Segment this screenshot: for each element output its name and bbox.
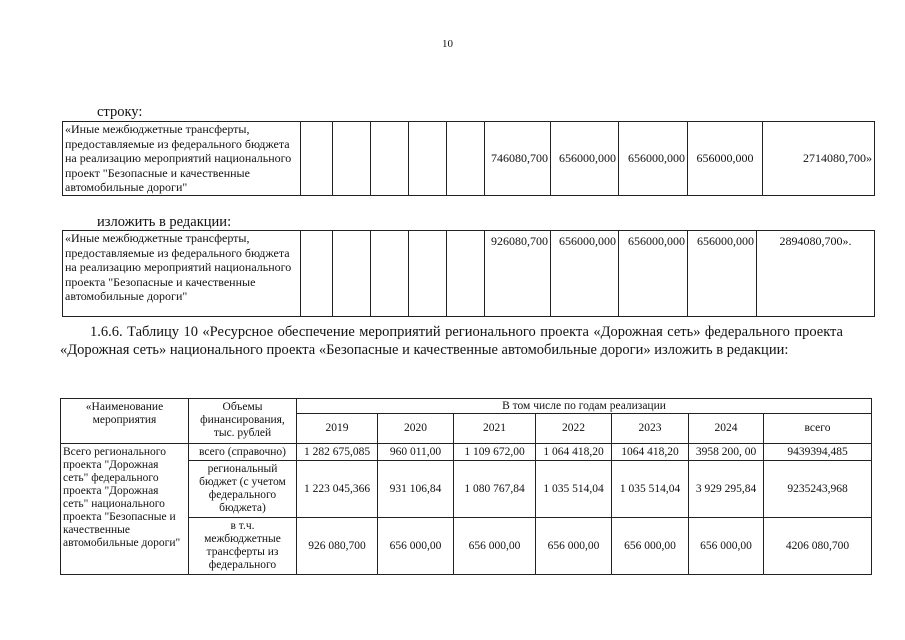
- value-cell: 1 035 514,04: [536, 461, 612, 518]
- empty-cell: [371, 122, 409, 196]
- value-cell: 656 000,00: [612, 518, 689, 575]
- empty-cell: [447, 122, 485, 196]
- row-label: в т.ч. межбюджетные трансферты из федерального: [189, 518, 297, 575]
- value-cell: 1 109 672,00: [454, 444, 536, 461]
- empty-cell: [301, 231, 333, 317]
- table-row-before: [62, 121, 875, 196]
- value-cell: 656000,000: [619, 122, 688, 196]
- empty-cell: [333, 231, 371, 317]
- header-volumes: Объемы финансирования, тыс. рублей: [189, 399, 297, 444]
- empty-cell: [447, 231, 485, 317]
- paragraph-1-6-6: [60, 324, 843, 359]
- total-cell: 9235243,968: [764, 461, 872, 518]
- total-cell: 2714080,700»: [763, 122, 875, 196]
- header-year: 2022: [536, 414, 612, 444]
- value-cell: 656 000,00: [378, 518, 454, 575]
- empty-cell: [409, 122, 447, 196]
- header-years-group: В том числе по годам реализации: [297, 399, 872, 414]
- value-cell: 1 064 418,20: [536, 444, 612, 461]
- row-name-cell: «Иные межбюджетные трансферты, предоставляемые из федерального бюджета на реализацию мероприятий национального проект "Безопасные и качественные автомобильные дороги": [63, 122, 301, 196]
- table-row: [61, 444, 872, 461]
- row-name-cell: Всего регионального проекта "Дорожная сеть" федерального проекта "Дорожная сеть" национального проекта "Безопасные и качественные автомобильные дороги": [61, 444, 189, 575]
- header-year: 2024: [689, 414, 764, 444]
- value-cell: 656000,000: [551, 122, 619, 196]
- value-cell: 656 000,00: [536, 518, 612, 575]
- value-cell: 931 106,84: [378, 461, 454, 518]
- empty-cell: [301, 122, 333, 196]
- value-cell: 3 929 295,84: [689, 461, 764, 518]
- empty-cell: [409, 231, 447, 317]
- value-cell: 656000,000: [688, 122, 763, 196]
- value-cell: 1 223 045,366: [297, 461, 378, 518]
- row-label: региональный бюджет (с учетом федерального бюджета): [189, 461, 297, 518]
- empty-cell: [333, 122, 371, 196]
- empty-cell: [371, 231, 409, 317]
- value-cell: 3958 200, 00: [689, 444, 764, 461]
- value-cell: 926080,700: [485, 231, 551, 317]
- value-cell: 1064 418,20: [612, 444, 689, 461]
- total-cell: 4206 080,700: [764, 518, 872, 575]
- row-name-cell: «Иные межбюджетные трансферты, предоставляемые из федерального бюджета на реализацию мероприятий национального проекта "Безопасные и качественные автомобильные дороги": [63, 231, 301, 317]
- replace-from-label: строку:: [97, 104, 143, 120]
- value-cell: 656 000,00: [454, 518, 536, 575]
- page-number: 10: [442, 38, 453, 50]
- header-year: 2021: [454, 414, 536, 444]
- header-name: «Наименование мероприятия: [61, 399, 189, 444]
- replace-to-label: изложить в редакции:: [97, 214, 232, 230]
- total-cell: 9439394,485: [764, 444, 872, 461]
- value-cell: 926 080,700: [297, 518, 378, 575]
- value-cell: 1 282 675,085: [297, 444, 378, 461]
- header-year: 2020: [378, 414, 454, 444]
- header-total: всего: [764, 414, 872, 444]
- header-year: 2023: [612, 414, 689, 444]
- header-year: 2019: [297, 414, 378, 444]
- table-10: [60, 398, 872, 575]
- table-row: [63, 231, 875, 317]
- table-header-row: [61, 399, 872, 414]
- row-label: всего (справочно): [189, 444, 297, 461]
- value-cell: 656 000,00: [689, 518, 764, 575]
- value-cell: 656000,000: [688, 231, 757, 317]
- value-cell: 1 080 767,84: [454, 461, 536, 518]
- value-cell: 960 011,00: [378, 444, 454, 461]
- value-cell: 1 035 514,04: [612, 461, 689, 518]
- paragraph-text: 1.6.6. Таблицу 10 «Ресурсное обеспечение мероприятий регионального проекта «Дорожная сеть» федерального проекта «Дорожная сеть» национального проекта «Безопасные и качественные автомобильные дороги» изложить в редакции:: [60, 324, 843, 358]
- value-cell: 656000,000: [551, 231, 619, 317]
- table-row: [63, 122, 875, 196]
- table-row-after: [62, 230, 875, 317]
- total-cell: 2894080,700».: [757, 231, 875, 317]
- value-cell: 656000,000: [619, 231, 688, 317]
- value-cell: 746080,700: [485, 122, 551, 196]
